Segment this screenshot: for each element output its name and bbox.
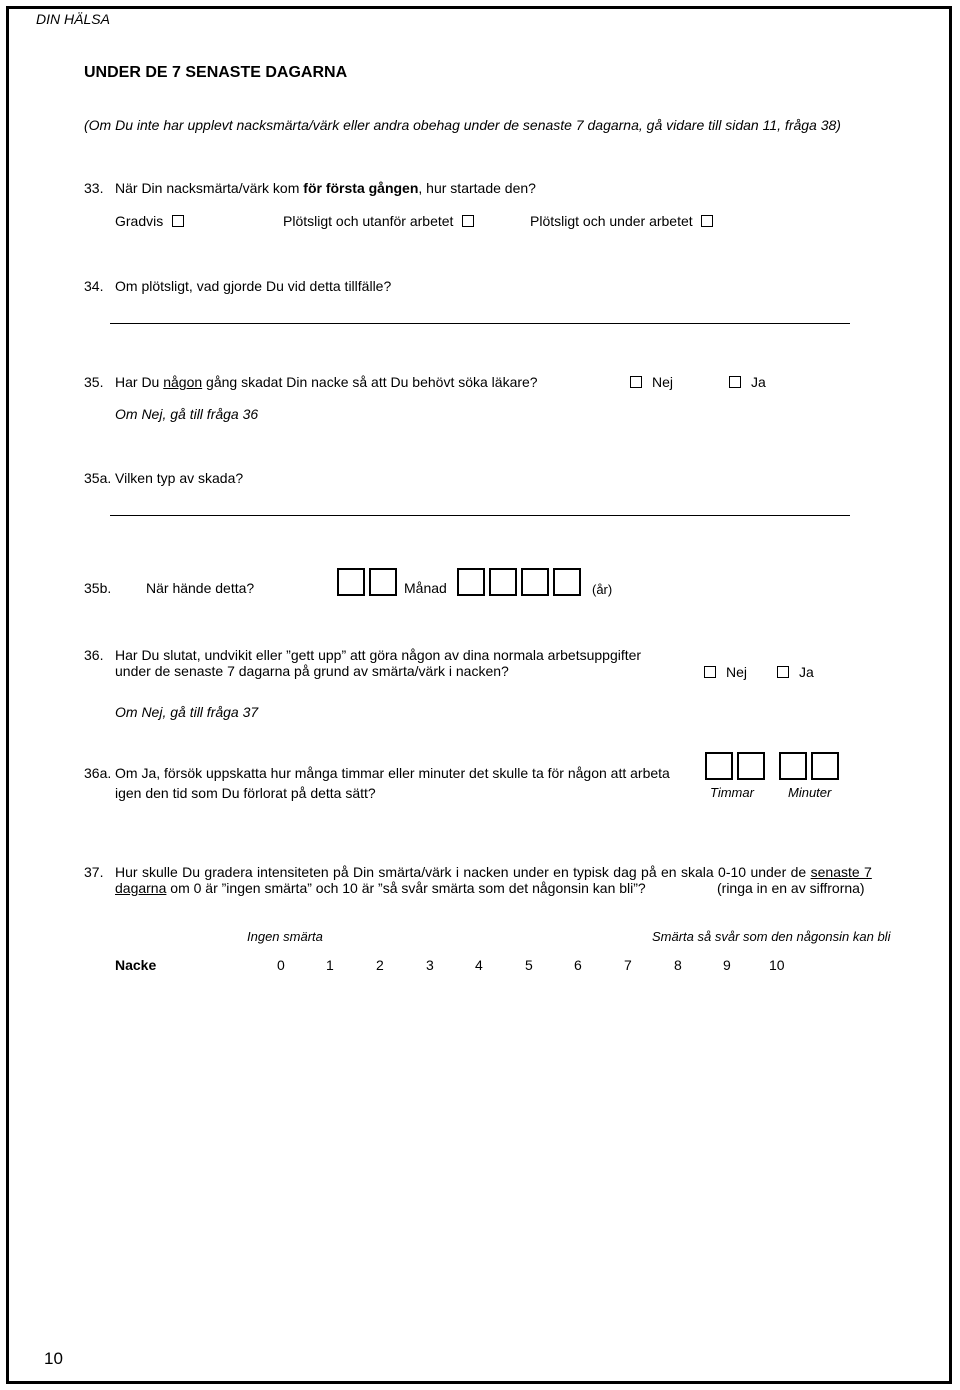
q37-scale-option[interactable]: 6: [574, 957, 582, 973]
q35b-year-digit-1[interactable]: [457, 568, 485, 596]
q35-text-c: gång skadat Din nacke så att Du behövt söka läkare?: [202, 374, 538, 390]
q35a-number: 35a.: [84, 470, 112, 486]
q35-checkbox-nej[interactable]: [630, 376, 642, 388]
q36a-minutes-digit-2[interactable]: [811, 752, 839, 780]
q37-scale-option[interactable]: 7: [624, 957, 632, 973]
q35b-month-digit-1[interactable]: [337, 568, 365, 596]
q35-number: 35.: [84, 374, 104, 390]
q35-text-a: Har Du: [115, 374, 164, 390]
q35-checkbox-ja[interactable]: [729, 376, 741, 388]
q35b-month-label: Månad: [404, 580, 447, 596]
q36-line2: under de senaste 7 dagarna på grund av smärta/värk i nacken?: [115, 663, 509, 679]
q37-scale-option[interactable]: 0: [277, 957, 285, 973]
section-title: UNDER DE 7 SENASTE DAGARNA: [84, 64, 348, 81]
q36-checkbox-nej[interactable]: [704, 666, 716, 678]
q33-text-a: När Din nacksmärta/värk kom: [115, 180, 304, 196]
q37-line1-underlined: senaste 7: [810, 864, 872, 880]
q35b-year-digit-3[interactable]: [521, 568, 549, 596]
q37-row-label: Nacke: [115, 957, 157, 973]
q37-line2: [115, 880, 646, 896]
q35-option-ja: Ja: [751, 374, 766, 390]
q37-scale-option[interactable]: 8: [674, 957, 682, 973]
header-title: DIN HÄLSA: [36, 11, 110, 27]
section-note: (Om Du inte har upplevt nacksmärta/värk eller andra obehag under de senaste 7 dagarna, gå vidare till sidan 11, fråga 38): [84, 117, 841, 133]
q36-number: 36.: [84, 647, 104, 663]
q33-option-label: Plötsligt och utanför arbetet: [283, 213, 454, 229]
q33-text: [115, 180, 536, 196]
q36-option-ja: Ja: [799, 664, 814, 680]
q33-text-b: för första gången: [303, 180, 419, 196]
q33-option-label: Plötsligt och under arbetet: [530, 213, 693, 229]
q35-option-nej: Nej: [652, 374, 674, 390]
q35b-number: 35b.: [84, 580, 112, 596]
q33-checkbox-gradvis[interactable]: [172, 215, 184, 227]
q37-line1-text: Hur skulle Du gradera intensiteten på Din smärta/värk i nacken under en typisk dag på en skala 0-10 under de: [115, 864, 807, 880]
q37-scale-low-label: Ingen smärta: [247, 929, 323, 944]
q35b-month-digit-2[interactable]: [369, 568, 397, 596]
q35-text: [115, 374, 538, 390]
q36a-line1: Om Ja, försök uppskatta hur många timmar eller minuter det skulle ta för någon att arbeta: [115, 765, 670, 781]
q33-checkbox-utanfor[interactable]: [462, 215, 474, 227]
page-number: 10: [44, 1349, 63, 1368]
q35b-year-label: (år): [592, 582, 613, 597]
q35-skip: Om Nej, gå till fråga 36: [115, 406, 259, 422]
q37-scale-option[interactable]: 3: [426, 957, 434, 973]
q36-option-nej: Nej: [726, 664, 748, 680]
q37-scale-option[interactable]: 2: [376, 957, 384, 973]
q37-line2-text: om 0 är ”ingen smärta” och 10 är ”så svår smärta som det någonsin kan bli”?: [166, 880, 646, 896]
q36a-minutes-label: Minuter: [788, 785, 832, 800]
q36-skip: Om Nej, gå till fråga 37: [115, 704, 259, 720]
q36a-hours-digit-1[interactable]: [705, 752, 733, 780]
q37-scale-high-label: Smärta så svår som den någonsin kan bli: [652, 929, 891, 944]
q37-scale-option[interactable]: 4: [475, 957, 483, 973]
q35b-year-digit-4[interactable]: [553, 568, 581, 596]
q35b-text: När hände detta?: [146, 580, 255, 596]
q33-text-c: , hur startade den?: [418, 180, 536, 196]
q33-number: 33.: [84, 180, 104, 196]
q36a-line2: igen den tid som Du förlorat på detta sätt?: [115, 785, 376, 801]
q37-scale-option[interactable]: 10: [769, 957, 785, 973]
q37-line1: [115, 864, 872, 880]
q37-scale-option[interactable]: 5: [525, 957, 533, 973]
q37-hint: (ringa in en av siffrorna): [717, 880, 865, 896]
q33-checkbox-under[interactable]: [701, 215, 713, 227]
q35a-text: Vilken typ av skada?: [115, 470, 244, 486]
q37-scale-option[interactable]: 9: [723, 957, 731, 973]
q36a-hours-label: Timmar: [710, 785, 754, 800]
q33-option-label: Gradvis: [115, 213, 164, 229]
q35-text-b: någon: [163, 374, 203, 390]
q35b-year-digit-2[interactable]: [489, 568, 517, 596]
q36a-number: 36a.: [84, 765, 112, 781]
q37-number: 37.: [84, 864, 104, 880]
q34-text: Om plötsligt, vad gjorde Du vid detta tillfälle?: [115, 278, 392, 294]
q36a-minutes-digit-1[interactable]: [779, 752, 807, 780]
q37-line2-underlined: dagarna: [115, 880, 167, 896]
q35a-answer-line[interactable]: [110, 515, 850, 516]
q34-answer-line[interactable]: [110, 323, 850, 324]
q37-scale-option[interactable]: 1: [326, 957, 334, 973]
q34-number: 34.: [84, 278, 104, 294]
q36-line1: Har Du slutat, undvikit eller ”gett upp” att göra någon av dina normala arbetsuppgifter: [115, 647, 642, 663]
q36a-hours-digit-2[interactable]: [737, 752, 765, 780]
q36-checkbox-ja[interactable]: [777, 666, 789, 678]
